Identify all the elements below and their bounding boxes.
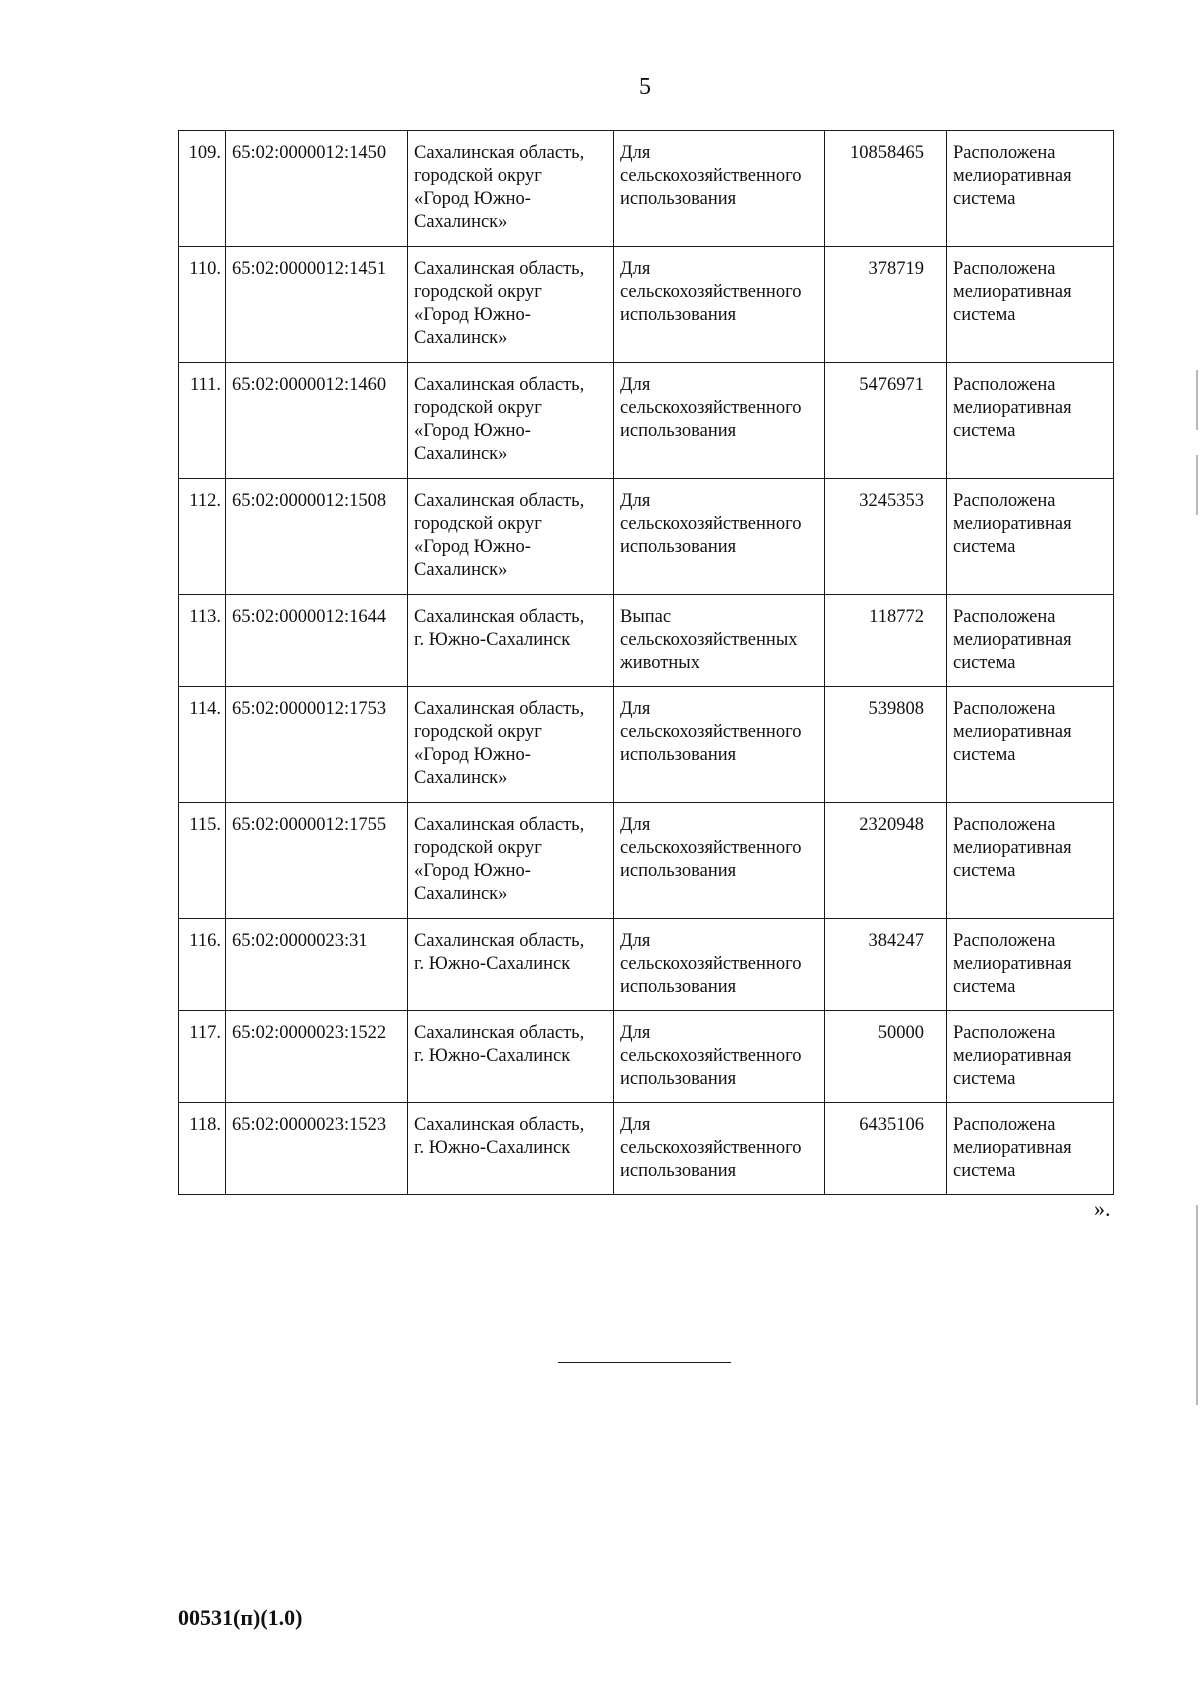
- area-value-cell: 378719: [825, 247, 947, 363]
- note-cell: Расположена мелиоративная система: [947, 803, 1114, 919]
- row-number-cell: 116.: [179, 919, 226, 1011]
- permitted-use-cell: Для сельскохозяйственного использования: [614, 131, 825, 247]
- cadastral-number-cell: 65:02:0000023:31: [226, 919, 408, 1011]
- permitted-use-cell: Для сельскохозяйственного использования: [614, 919, 825, 1011]
- note-cell: Расположена мелиоративная система: [947, 687, 1114, 803]
- table-body: [179, 131, 1114, 1195]
- row-number-cell: 113.: [179, 595, 226, 687]
- table-row: [179, 1011, 1114, 1103]
- area-value-cell: 539808: [825, 687, 947, 803]
- cadastral-number-cell: 65:02:0000012:1460: [226, 363, 408, 479]
- note-cell: Расположена мелиоративная система: [947, 1103, 1114, 1195]
- cadastral-number-cell: 65:02:0000012:1644: [226, 595, 408, 687]
- note-cell: Расположена мелиоративная система: [947, 1011, 1114, 1103]
- table-row: [179, 687, 1114, 803]
- table-row: [179, 595, 1114, 687]
- table-row: [179, 131, 1114, 247]
- area-value-cell: 384247: [825, 919, 947, 1011]
- location-cell: Сахалинская область, г. Южно-Сахалинск: [408, 1103, 614, 1195]
- location-cell: Сахалинская область, г. Южно-Сахалинск: [408, 919, 614, 1011]
- document-code: 00531(п)(1.0): [178, 1605, 303, 1630]
- scan-edge-mark: [1196, 370, 1198, 430]
- permitted-use-cell: Для сельскохозяйственного использования: [614, 687, 825, 803]
- permitted-use-cell: Для сельскохозяйственного использования: [614, 479, 825, 595]
- row-number-cell: 109.: [179, 131, 226, 247]
- table-row: [179, 1103, 1114, 1195]
- page-number: 5: [639, 74, 651, 100]
- land-plots-table: [178, 130, 1114, 1195]
- permitted-use-cell: Для сельскохозяйственного использования: [614, 1011, 825, 1103]
- note-cell: Расположена мелиоративная система: [947, 479, 1114, 595]
- table-row: [179, 363, 1114, 479]
- note-cell: Расположена мелиоративная система: [947, 595, 1114, 687]
- location-cell: Сахалинская область, городской округ «Город Южно- Сахалинск»: [408, 479, 614, 595]
- permitted-use-cell: Для сельскохозяйственного использования: [614, 247, 825, 363]
- area-value-cell: 118772: [825, 595, 947, 687]
- note-cell: Расположена мелиоративная система: [947, 919, 1114, 1011]
- row-number-cell: 112.: [179, 479, 226, 595]
- table-row: [179, 919, 1114, 1011]
- area-value-cell: 50000: [825, 1011, 947, 1103]
- closing-quote: ».: [1094, 1196, 1111, 1221]
- table-row: [179, 479, 1114, 595]
- row-number-cell: 118.: [179, 1103, 226, 1195]
- location-cell: Сахалинская область, г. Южно-Сахалинск: [408, 1011, 614, 1103]
- cadastral-number-cell: 65:02:0000023:1523: [226, 1103, 408, 1195]
- cadastral-number-cell: 65:02:0000012:1450: [226, 131, 408, 247]
- location-cell: Сахалинская область, г. Южно-Сахалинск: [408, 595, 614, 687]
- row-number-cell: 114.: [179, 687, 226, 803]
- scan-edge-mark: [1196, 1205, 1198, 1405]
- cadastral-number-cell: 65:02:0000012:1753: [226, 687, 408, 803]
- note-cell: Расположена мелиоративная система: [947, 363, 1114, 479]
- permitted-use-cell: Для сельскохозяйственного использования: [614, 1103, 825, 1195]
- area-value-cell: 6435106: [825, 1103, 947, 1195]
- permitted-use-cell: Для сельскохозяйственного использования: [614, 803, 825, 919]
- row-number-cell: 115.: [179, 803, 226, 919]
- location-cell: Сахалинская область, городской округ «Город Южно- Сахалинск»: [408, 363, 614, 479]
- row-number-cell: 117.: [179, 1011, 226, 1103]
- separator-line: [558, 1362, 731, 1363]
- permitted-use-cell: Выпас сельскохозяйственных животных: [614, 595, 825, 687]
- location-cell: Сахалинская область, городской округ «Город Южно- Сахалинск»: [408, 687, 614, 803]
- row-number-cell: 111.: [179, 363, 226, 479]
- table-row: [179, 247, 1114, 363]
- cadastral-number-cell: 65:02:0000012:1508: [226, 479, 408, 595]
- location-cell: Сахалинская область, городской округ «Город Южно- Сахалинск»: [408, 803, 614, 919]
- note-cell: Расположена мелиоративная система: [947, 131, 1114, 247]
- permitted-use-cell: Для сельскохозяйственного использования: [614, 363, 825, 479]
- scan-edge-mark: [1196, 455, 1198, 515]
- cadastral-number-cell: 65:02:0000023:1522: [226, 1011, 408, 1103]
- area-value-cell: 5476971: [825, 363, 947, 479]
- area-value-cell: 3245353: [825, 479, 947, 595]
- cadastral-number-cell: 65:02:0000012:1755: [226, 803, 408, 919]
- row-number-cell: 110.: [179, 247, 226, 363]
- cadastral-number-cell: 65:02:0000012:1451: [226, 247, 408, 363]
- area-value-cell: 10858465: [825, 131, 947, 247]
- note-cell: Расположена мелиоративная система: [947, 247, 1114, 363]
- location-cell: Сахалинская область, городской округ «Город Южно- Сахалинск»: [408, 131, 614, 247]
- location-cell: Сахалинская область, городской округ «Город Южно- Сахалинск»: [408, 247, 614, 363]
- table-row: [179, 803, 1114, 919]
- area-value-cell: 2320948: [825, 803, 947, 919]
